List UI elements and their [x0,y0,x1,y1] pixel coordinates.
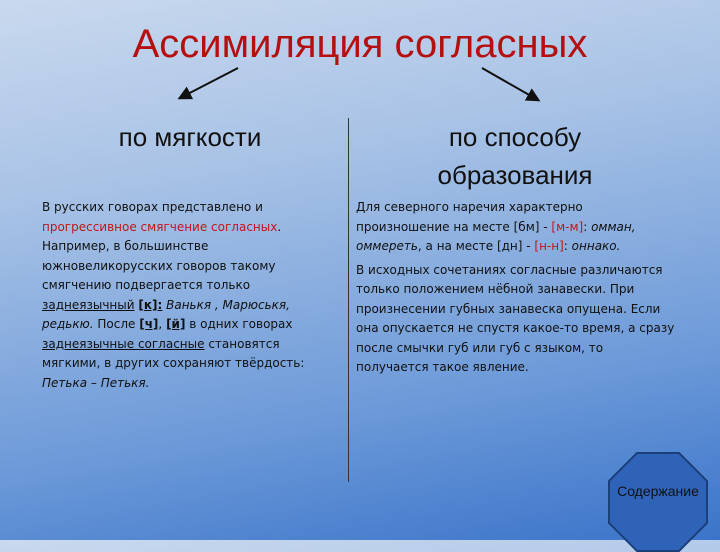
slide-title: Ассимиляция согласных [132,22,588,66]
text: , [158,317,167,331]
example-words: оннако. [571,239,621,253]
right-column-text [356,198,678,378]
contents-button[interactable] [608,452,708,552]
sound-mm: [м-м] [551,219,584,234]
left-heading: по мягкости [118,122,262,152]
underlined-term: заднеязычный [42,297,135,312]
text: становятся мягкими, в других сохраняют твёрдость: [42,336,305,370]
right-heading: по способу образования [437,122,593,190]
title-arrows [0,0,720,120]
contents-button-label[interactable]: Содержание [617,483,699,499]
sound-ch: [ч] [139,317,159,331]
underlined-term: заднеязычные согласные [42,336,205,351]
left-column-text [42,198,330,393]
example-words: Ванькя , Марюськя, редькю. [42,297,290,331]
text: в одних говорах [185,317,293,331]
text: Для северного наречия характерно произношение на месте [бм] - [356,200,583,234]
text: В русских говорах представлено и [42,200,263,214]
highlight-term: прогрессивное смягчение согласных [42,219,278,234]
left-paragraph [42,198,330,393]
sound-nn: [н-н] [534,239,564,253]
text: , а на месте [дн] - [417,239,535,253]
text: : [563,239,572,253]
example-words: Петька – Петькя. [42,375,150,390]
text: : [583,219,592,234]
right-paragraph-1 [356,198,678,257]
column-divider [348,118,349,482]
example-words: омман, оммереть [356,219,636,253]
sound-k: [к]: [138,297,163,312]
right-paragraph-2: В исходных сочетаниях согласные различаются только положением нёбной занавески. При произнесении губных занавеска опущена. Если она опускается не спустя какое-то время, а сразу после смычки губ или губ с языком, то получается такое явление. [356,262,675,374]
sound-j: [й] [166,317,186,331]
text: После [93,317,140,331]
arrow-left [180,68,238,98]
arrow-right [482,68,538,100]
text: . Например, в большинстве южновеликорусских говоров такому смягчению подвергается только [42,219,282,292]
